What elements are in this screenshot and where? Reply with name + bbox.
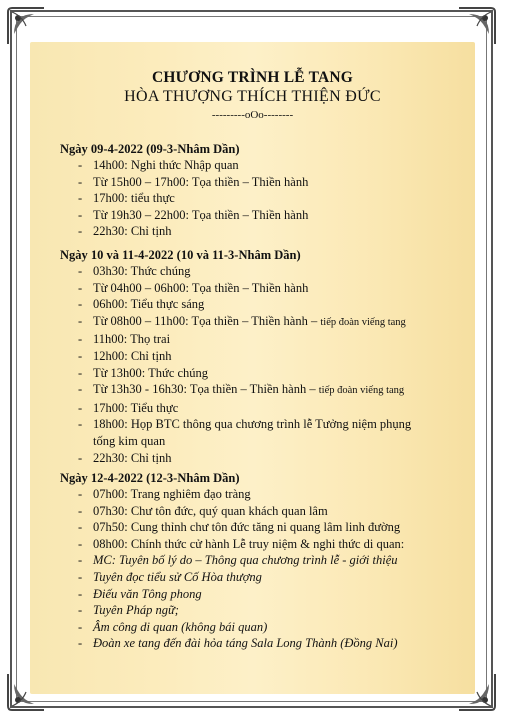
- schedule-item-note: tiếp đoàn viếng tang: [318, 385, 405, 397]
- bullet-dash: -: [78, 520, 83, 535]
- schedule-item-text: 08h00: Chính thức cử hành Lễ truy niệm & nghi thức di quan:: [93, 536, 405, 551]
- schedule-section: [60, 141, 480, 240]
- schedule-item-text: 06h00: Tiểu thực sáng: [93, 297, 205, 312]
- schedule-item: [60, 450, 480, 467]
- schedule-item-text: 18h00: Họp BTC thông qua chương trình lễ Tưởng niệm phụng: [93, 417, 412, 432]
- schedule-item: [60, 263, 480, 280]
- schedule-item: [60, 552, 480, 569]
- bullet-dash: -: [78, 553, 83, 568]
- bullet-dash: -: [78, 417, 83, 432]
- bullet-dash: -: [78, 365, 83, 380]
- schedule-item: [60, 280, 480, 297]
- schedule-item-text: Từ 13h00: Thức chúng: [93, 365, 209, 380]
- schedule-item-text: 22h30: Chỉ tịnh: [93, 224, 172, 239]
- schedule-item-text: Đoàn xe tang đến đài hỏa táng Sala Long Thành (Đồng Nai): [93, 636, 398, 651]
- schedule-item-text: tống kim quan: [93, 433, 166, 448]
- schedule-item: [60, 365, 480, 382]
- bullet-dash: -: [78, 400, 83, 415]
- schedule-item-text: 17h00: tiểu thực: [93, 191, 175, 206]
- section-heading: Ngày 10 và 11-4-2022 (10 và 11-3-Nhâm Dần): [60, 248, 301, 262]
- schedule-item-text: Từ 04h00 – 06h00: Tọa thiền – Thiền hành: [93, 280, 309, 295]
- section-heading: Ngày 09-4-2022 (09-3-Nhâm Dần): [60, 142, 240, 156]
- schedule-item: [60, 400, 480, 417]
- schedule-item-text: 11h00: Thọ trai: [93, 332, 171, 347]
- schedule-item-text: Từ 08h00 – 11h00: Tọa thiền – Thiền hành –: [93, 313, 321, 328]
- schedule-item-text: 22h30: Chỉ tịnh: [93, 450, 172, 465]
- schedule-section: [60, 247, 480, 466]
- schedule-item-text: 07h50: Cung thỉnh chư tôn đức tăng ni quang lâm linh đường: [93, 520, 401, 535]
- bullet-dash: -: [78, 382, 83, 397]
- schedule-item: [60, 433, 480, 450]
- bullet-dash: -: [78, 174, 83, 189]
- schedule-item-text: 07h30: Chư tôn đức, quý quan khách quan lâm: [93, 503, 328, 518]
- bullet-dash: -: [78, 207, 83, 222]
- schedule-item: [60, 331, 480, 348]
- bullet-dash: -: [78, 636, 83, 651]
- bullet-dash: -: [78, 450, 83, 465]
- title-divider: ---------oOo--------: [211, 109, 294, 121]
- schedule-item-text: 07h00: Trang nghiêm đạo tràng: [93, 487, 251, 501]
- schedule-list: [60, 263, 480, 466]
- schedule-item: [60, 635, 480, 652]
- schedule-item: [60, 519, 480, 536]
- schedule-item: [60, 348, 480, 365]
- bullet-dash: -: [78, 191, 83, 206]
- bullet-dash: -: [78, 332, 83, 347]
- schedule-item-text: MC: Tuyên bố lý do – Thông qua chương trình lễ - giới thiệu: [93, 553, 398, 568]
- schedule-item-text: Âm công di quan (không bái quan): [93, 619, 268, 634]
- schedule-item: [60, 207, 480, 224]
- bullet-dash: -: [78, 224, 83, 239]
- schedule-item: [60, 416, 480, 433]
- schedule-item: [60, 381, 480, 400]
- bullet-dash: -: [78, 280, 83, 295]
- bullet-dash: -: [78, 487, 83, 501]
- bullet-dash: -: [78, 503, 83, 518]
- schedule-item: [60, 157, 480, 174]
- bullet-dash: -: [78, 569, 83, 584]
- schedule-item: [60, 190, 480, 207]
- schedule-item: [60, 619, 480, 636]
- schedule-item-note: tiếp đoàn viếng tang: [320, 316, 406, 328]
- schedule-item-text: 03h30: Thức chúng: [93, 264, 191, 278]
- bullet-dash: -: [78, 348, 83, 363]
- schedule-item-text: 14h00: Nghi thức Nhập quan: [93, 158, 239, 172]
- page-title: CHƯƠNG TRÌNH LỄ TANG: [151, 69, 354, 86]
- bullet-dash: -: [78, 313, 83, 328]
- schedule-item: [60, 569, 480, 586]
- schedule-item-text: 12h00: Chỉ tịnh: [93, 348, 172, 363]
- schedule-item-text: Tuyên Pháp ngữ;: [93, 603, 179, 618]
- schedule-item-text: Tuyên đọc tiểu sử Cố Hòa thượng: [93, 569, 262, 584]
- schedule-item: [60, 296, 480, 313]
- bullet-dash: -: [78, 603, 83, 618]
- bullet-dash: -: [78, 619, 83, 634]
- bullet-dash: -: [78, 158, 83, 172]
- schedule-item: [60, 602, 480, 619]
- section-heading: Ngày 12-4-2022 (12-3-Nhâm Dần): [60, 471, 240, 485]
- schedule-item: [60, 586, 480, 603]
- bullet-dash: -: [78, 264, 83, 278]
- page-subtitle: HÒA THƯỢNG THÍCH THIỆN ĐỨC: [124, 88, 381, 105]
- schedule-list: [60, 486, 480, 652]
- schedule-item: [60, 223, 480, 240]
- schedule-item-text: Điếu văn Tông phong: [93, 586, 202, 601]
- bullet-dash: -: [78, 297, 83, 312]
- bullet-dash: -: [78, 536, 83, 551]
- schedule-item-text: Từ 15h00 – 17h00: Tọa thiền – Thiền hành: [93, 174, 309, 189]
- schedule-item: [60, 486, 480, 503]
- schedule-section: [60, 470, 480, 652]
- schedule-item-text: Từ 19h30 – 22h00: Tọa thiền – Thiền hành: [93, 207, 309, 222]
- schedule-item-text: 17h00: Tiểu thực: [93, 400, 179, 415]
- schedule-item: [60, 536, 480, 553]
- bullet-dash: -: [78, 586, 83, 601]
- schedule-item-text: Từ 13h30 - 16h30: Tọa thiền – Thiền hành –: [93, 382, 319, 397]
- schedule-list: [60, 157, 480, 240]
- schedule-item: [60, 174, 480, 191]
- schedule-item: [60, 503, 480, 520]
- schedule-item: [60, 313, 480, 332]
